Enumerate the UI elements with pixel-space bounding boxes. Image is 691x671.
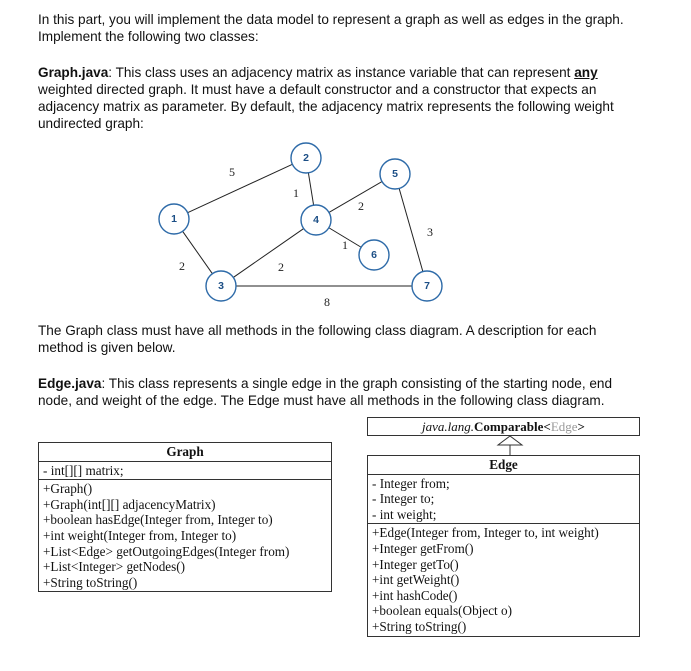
graph-java-text-1: : This class uses an adjacency matrix as instance variable that can represent [108, 65, 575, 80]
graph-node-label: 7 [424, 280, 430, 292]
graph-method: +List<Integer> getNodes() [43, 559, 186, 575]
graph-methods-paragraph [38, 322, 638, 356]
comparable-package: java.lang. [422, 419, 475, 434]
edge-class-fields [368, 475, 639, 524]
edge-java-paragraph [38, 375, 638, 409]
edge-method: +int getWeight() [372, 572, 460, 588]
graph-node-label: 4 [313, 214, 319, 226]
realization-arrowhead [498, 436, 522, 445]
intro-text: In this part, you will implement the data model to represent a graph as well as edges in the graph. Implement the following two classes: [38, 12, 624, 44]
graph-java-name: Graph.java [38, 65, 109, 80]
comparable-close: > [577, 419, 585, 434]
graph-class-title: Graph [39, 443, 331, 462]
graph-method: +String toString() [43, 574, 138, 590]
graph-class-diagram [38, 442, 332, 592]
graph-class-methods [39, 479, 331, 591]
edge-weight-label: 3 [427, 225, 433, 239]
edge-weight-label: 1 [293, 186, 299, 200]
graph-methods-text: The Graph class must have all methods in the following class diagram. A description for each method is given below. [38, 323, 597, 355]
comparable-name: Comparable [474, 419, 544, 434]
graph-method: +List<Edge> getOutgoingEdges(Integer from) [43, 543, 290, 559]
edge-method: +int hashCode() [372, 587, 458, 603]
edge-method: +Edge(Integer from, Integer to, int weight) [372, 525, 599, 541]
comparable-type-param: Edge [550, 419, 578, 434]
graph-edge-1-3 [183, 231, 213, 273]
edge-method: +boolean equals(Object o) [372, 603, 512, 619]
edge-weight-label: 8 [324, 295, 330, 309]
edge-weight-label: 2 [358, 199, 364, 213]
graph-java-emphasis: any [574, 65, 598, 80]
edge-method: +Integer getTo() [372, 556, 459, 572]
graph-node-label: 6 [371, 249, 377, 261]
edge-class-diagram [367, 455, 640, 637]
graph-java-text-2: weighted directed graph. It must have a default constructor and a constructor that expects an adjacency matrix as parameter. By default, the adjacency matrix represents the following weight undirected graph: [38, 82, 614, 131]
edge-class-methods [368, 523, 639, 635]
graph-node-label: 2 [303, 152, 309, 164]
edge-java-name: Edge.java [38, 376, 102, 391]
realization-arrow [490, 434, 530, 456]
graph-class-fields [39, 462, 331, 480]
graph-edge-1-2 [188, 164, 293, 212]
edge-java-text: : This class represents a single edge in the graph consisting of the starting node, end node, and weight of the edge. The Edge must have all methods in the following class diagram. [38, 376, 613, 408]
edge-weight-label: 5 [229, 165, 235, 179]
edge-field: - Integer from; [372, 475, 450, 491]
graph-method: +Graph() [43, 481, 93, 497]
graph-method: +int weight(Integer from, Integer to) [43, 527, 237, 543]
graph-node-label: 3 [218, 280, 224, 292]
edge-class-title: Edge [368, 456, 639, 475]
graph-edge-4-5 [329, 182, 382, 213]
comparable-open: < [543, 419, 551, 434]
edge-field: - Integer to; [372, 491, 435, 507]
graph-edge-5-7 [399, 188, 423, 271]
edge-weight-label: 2 [179, 259, 185, 273]
edge-weight-label: 2 [278, 260, 284, 274]
graph-node-label: 1 [171, 213, 177, 225]
edge-weight-label: 1 [342, 238, 348, 252]
graph-edge-2-4 [308, 173, 313, 205]
nodes-layer [159, 143, 442, 301]
graph-field: - int[][] matrix; [43, 462, 124, 478]
edge-method: +String toString() [372, 618, 467, 634]
graph-method: +Graph(int[][] adjacencyMatrix) [43, 496, 216, 512]
edge-method: +Integer getFrom() [372, 540, 474, 556]
graph-method: +boolean hasEdge(Integer from, Integer to) [43, 512, 273, 528]
edge-field: - int weight; [372, 506, 437, 522]
graph-node-label: 5 [392, 168, 398, 180]
graph-edge-3-4 [233, 229, 303, 278]
